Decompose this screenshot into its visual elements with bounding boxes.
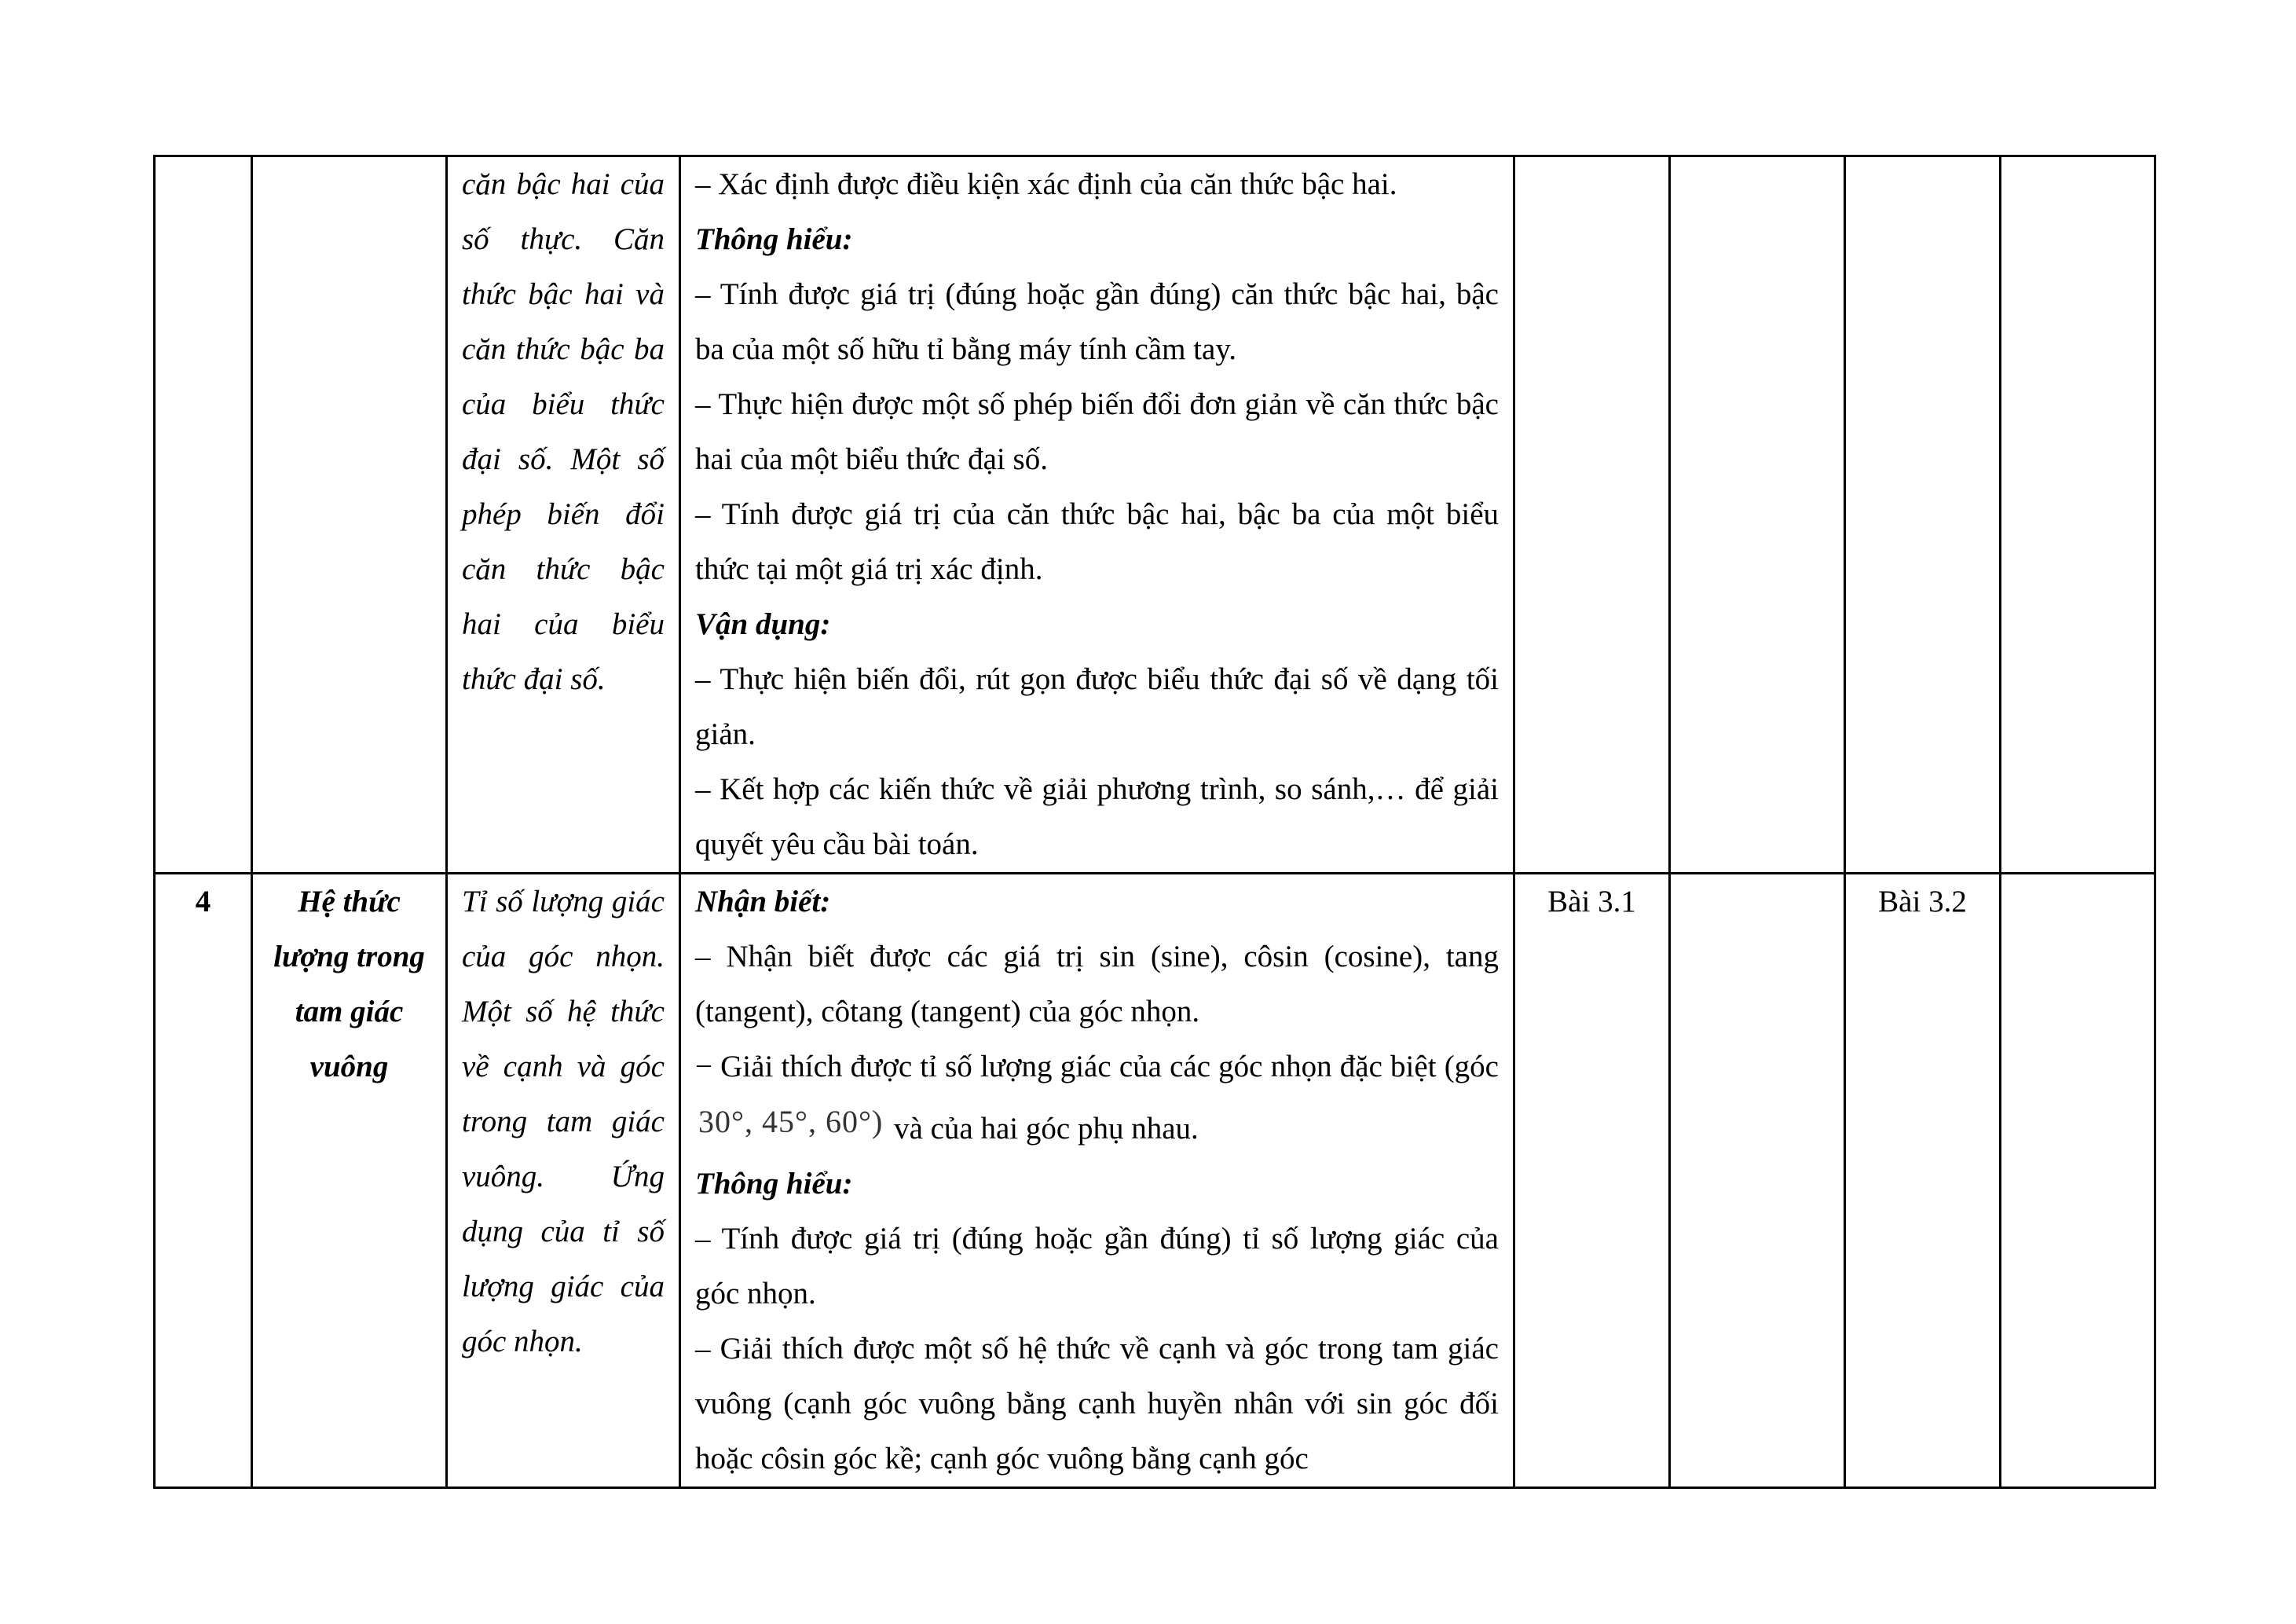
requirement-line: – Tính được giá trị của căn thức bậc hai, bậc ba của một biểu thức tại một giá trị xác định. bbox=[695, 497, 1499, 586]
requirement-line: – Tính được giá trị (đúng hoặc gần đúng) căn thức bậc hai, bậc ba của một số hữu tỉ bằng máy tính cầm tay. bbox=[695, 277, 1499, 366]
table-row bbox=[155, 156, 2155, 874]
chapter-cell: Hệ thức lượng trong tam giác vuông bbox=[252, 874, 447, 1488]
requirement-line: – Xác định được điều kiện xác định của căn thức bậc hai. bbox=[695, 167, 1397, 201]
topic-cell: căn bậc hai của số thực. Căn thức bậc hai và căn thức bậc ba của biểu thức đại số. Một số phép biến đổi căn thức bậc hai của biểu thức đại số. bbox=[447, 156, 680, 874]
special-angles-formula: 30°, 45°, 60°) bbox=[698, 1104, 884, 1139]
chapter-cell bbox=[252, 156, 447, 874]
row-number-cell bbox=[155, 156, 252, 874]
requirement-line: – Kết hợp các kiến thức về giải phương trình, so sánh,… để giải quyết yêu cầu bài toán. bbox=[695, 772, 1499, 861]
requirement-line bbox=[695, 1039, 1499, 1157]
requirement-line: – Nhận biết được các giá trị sin (sine), côsin (cosine), tang (tangent), côtang (tangent) của góc nhọn. bbox=[695, 940, 1499, 1028]
level-heading: Thông hiểu: bbox=[695, 1167, 853, 1201]
question-cell-2 bbox=[1670, 156, 1845, 874]
assessment-matrix-table bbox=[153, 155, 2156, 1489]
requirement-line: – Giải thích được một số hệ thức về cạnh và góc trong tam giác vuông (cạnh góc vuông bằng cạnh huyền nhân với sin góc đối hoặc côsin góc kề; cạnh góc vuông bằng cạnh góc bbox=[695, 1332, 1499, 1476]
row-number-cell: 4 bbox=[155, 874, 252, 1488]
requirements-cell bbox=[680, 874, 1514, 1488]
question-cell-1 bbox=[1514, 156, 1670, 874]
question-cell-3 bbox=[1845, 156, 2001, 874]
requirement-line: – Thực hiện biến đổi, rút gọn được biểu thức đại số về dạng tối giản. bbox=[695, 662, 1499, 751]
level-heading: Nhận biết: bbox=[695, 885, 831, 918]
question-cell-3: Bài 3.2 bbox=[1845, 874, 2001, 1488]
requirement-text: − Giải thích được tỉ số lượng giác của các góc nhọn đặc biệt (góc bbox=[695, 1050, 1499, 1083]
table-row bbox=[155, 874, 2155, 1488]
requirement-line: – Tính được giá trị (đúng hoặc gần đúng) tỉ số lượng giác của góc nhọn. bbox=[695, 1222, 1499, 1311]
topic-cell: Tỉ số lượng giác của góc nhọn. Một số hệ thức về cạnh và góc trong tam giác vuông. Ứng dụng của tỉ số lượng giác của góc nhọn. bbox=[447, 874, 680, 1488]
requirement-text: và của hai góc phụ nhau. bbox=[894, 1112, 1199, 1146]
question-cell-2 bbox=[1670, 874, 1845, 1488]
question-cell-1: Bài 3.1 bbox=[1514, 874, 1670, 1488]
requirements-cell bbox=[680, 156, 1514, 874]
question-cell-4 bbox=[2001, 874, 2155, 1488]
level-heading: Vận dụng: bbox=[695, 607, 831, 641]
level-heading: Thông hiểu: bbox=[695, 222, 853, 256]
requirement-line: – Thực hiện được một số phép biến đổi đơn giản về căn thức bậc hai của một biểu thức đại số. bbox=[695, 387, 1499, 476]
question-cell-4 bbox=[2001, 156, 2155, 874]
